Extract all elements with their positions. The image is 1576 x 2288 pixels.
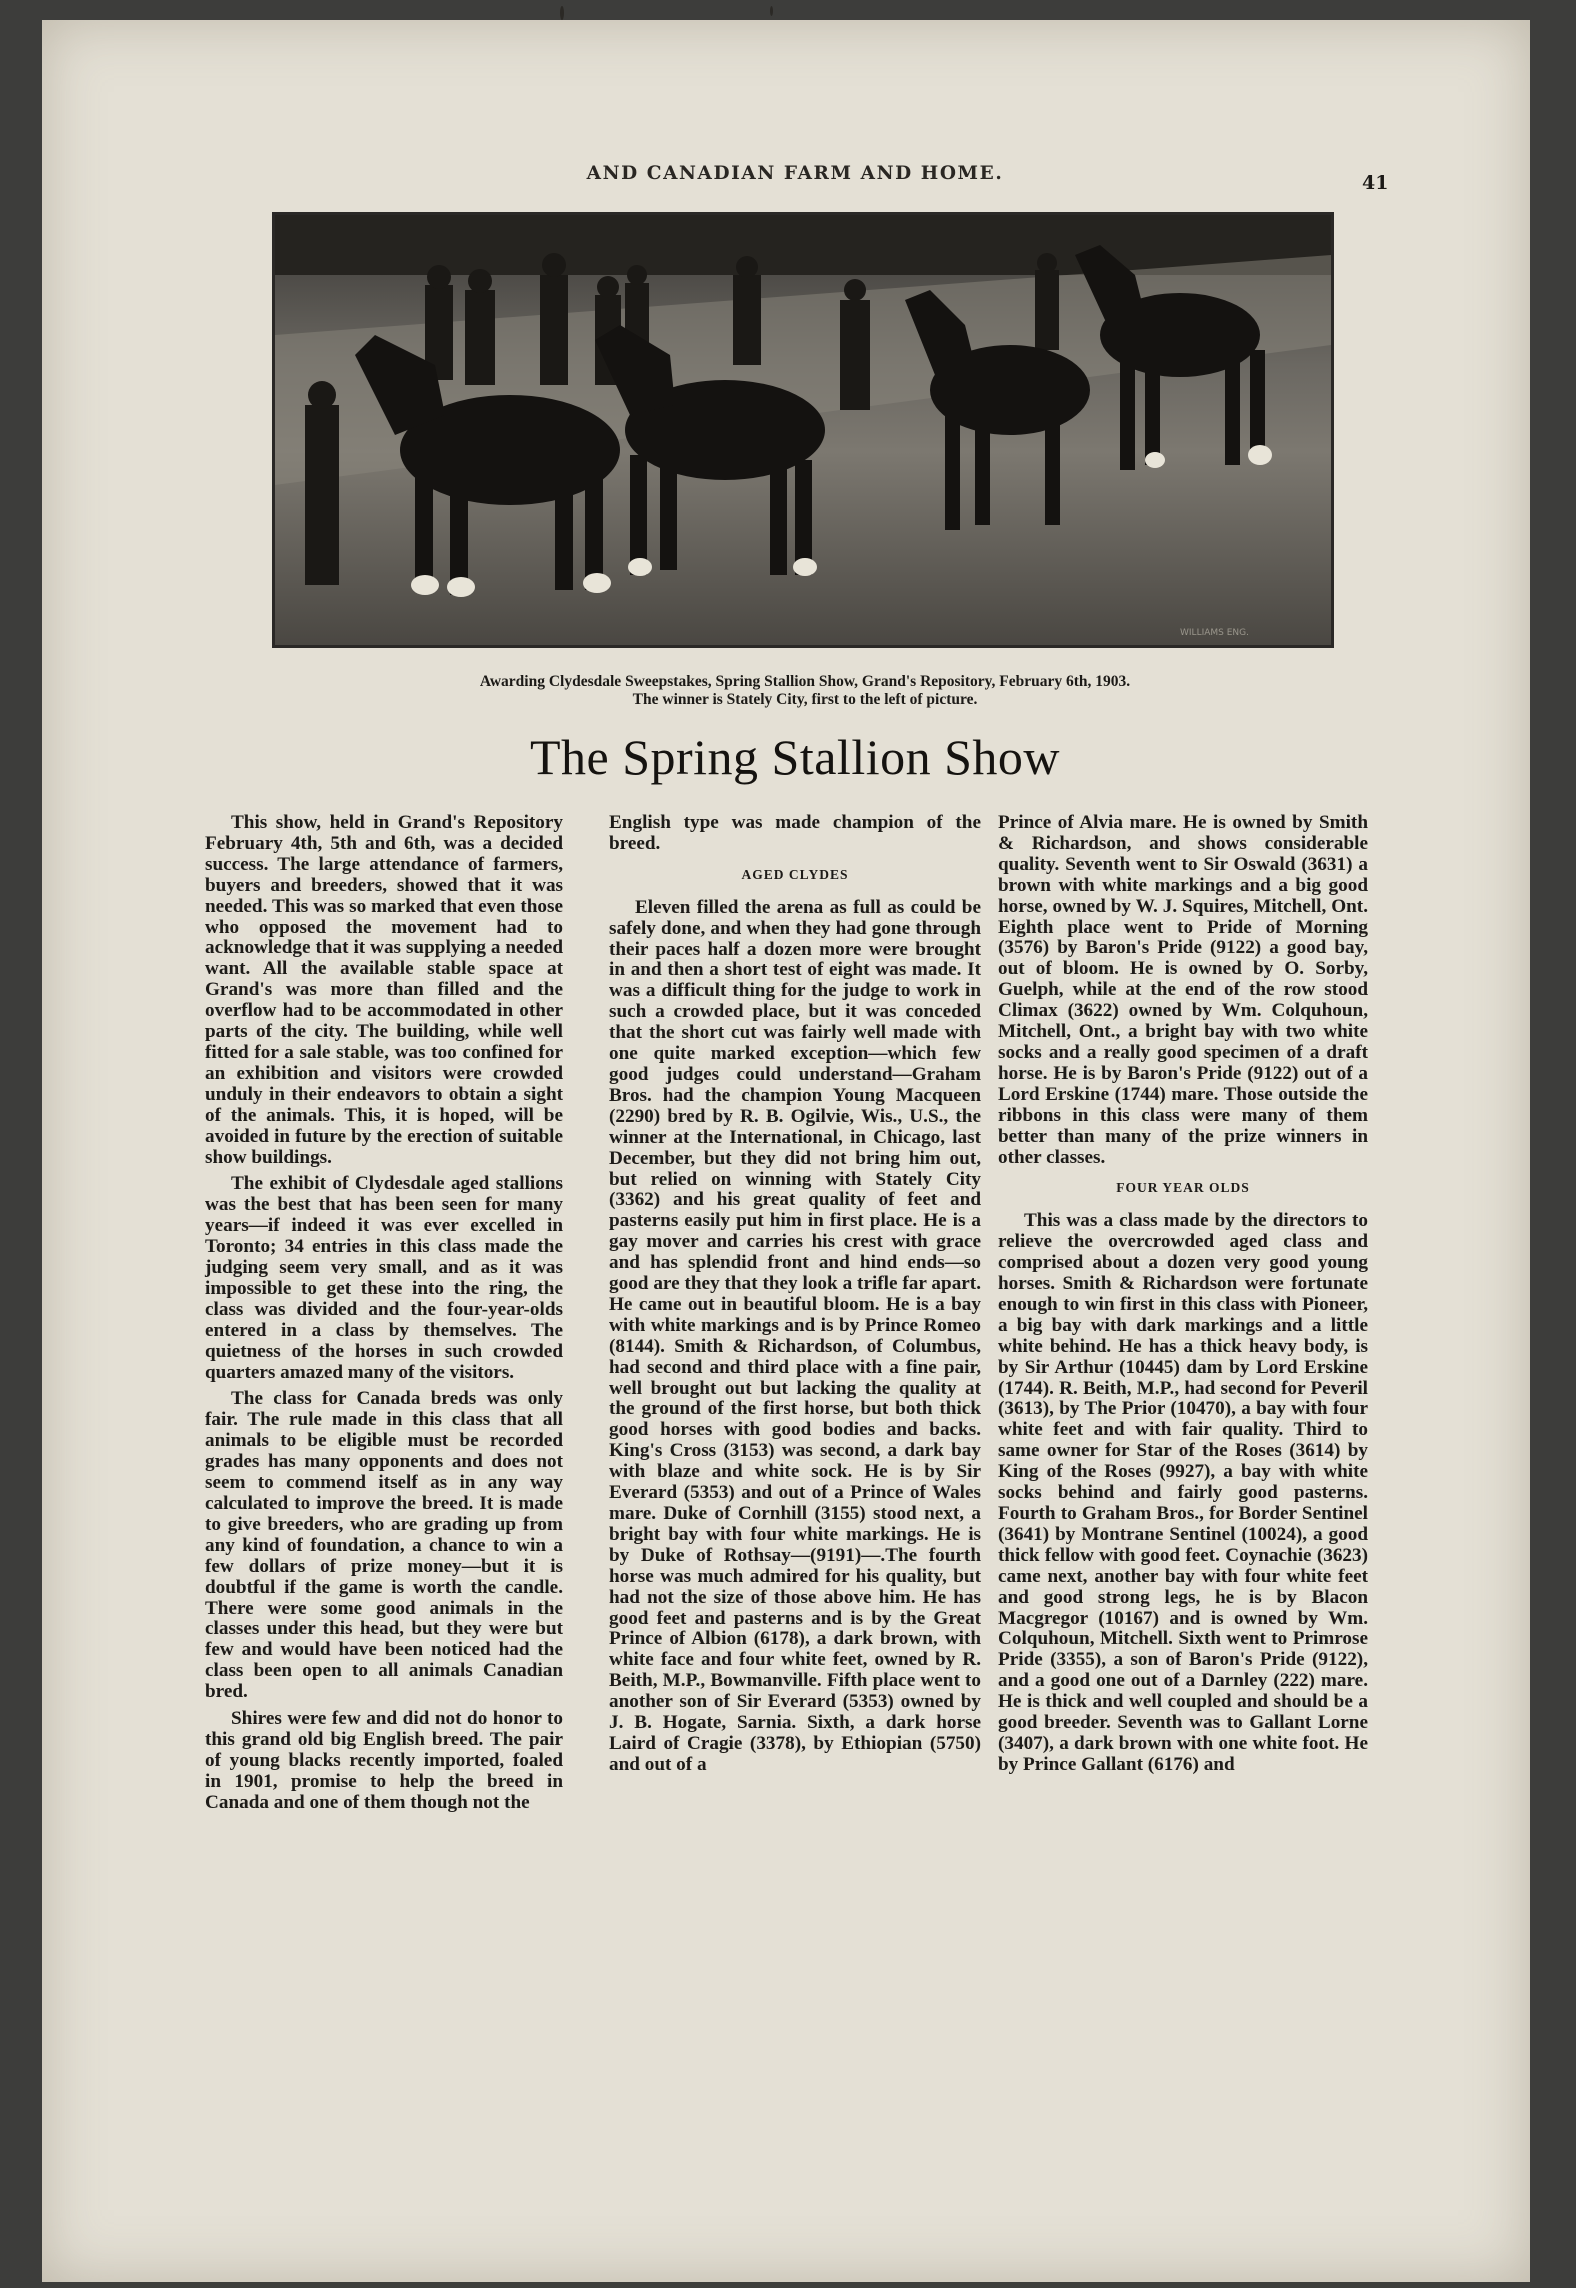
paragraph: The exhibit of Clydesdale aged stallions was the best that has been seen for many years—if indeed it was ever excelled in Toronto; 34 entries in this class made the judging seem very small, and as it was impossible to get these into the ring, the class was divided and the four-year-olds entered in a class by themselves. The quietness of the horses in such crowded quarters amazed many of the visitors. xyxy=(205,1173,563,1383)
paragraph: The class for Canada breds was only fair. The rule made in this class that all animals to be eligible must be recorded grades has many opponents and does not seem to commend itself as in any way calculated to improve the breed. It is made to give breeders, who are grading up from any kind of foundation, a chance to win a few dollars of prize money—but it is doubtful if the game is worth the candle. There were some good animals in the classes under this head, but they were but few and would have been noticed had the class been open to all animals Canadian bred. xyxy=(205,1388,563,1703)
column-3 xyxy=(998,813,1368,1776)
scan-speck xyxy=(770,6,773,16)
photo-illustration xyxy=(275,215,1331,645)
running-header: AND CANADIAN FARM AND HOME. xyxy=(586,163,1004,184)
scan-speck xyxy=(560,6,564,20)
column-2 xyxy=(609,813,981,1776)
paragraph: Prince of Alvia mare. He is owned by Smith & Richardson, and shows considerable quality. Seventh went to Sir Oswald (3631) a brown with white markings and a big good horse, owned by W. J. Squires, Mitchell, Ont. Eighth place went to Pride of Morning (3576) by Baron's Pride (9122) a good bay, out of bloom. He is owned by O. Sorby, Guelph, while at the end of the row stood Climax (3622) owned by Wm. Colquhoun, Mitchell, Ont., a bright bay with two white socks and a really good specimen of a draft horse. He is by Baron's Pride (9122) out of a Lord Erskine (1744) mare. Those outside the ribbons in this class were many of them better than many of the prize winners in other classes. xyxy=(998,812,1368,1168)
photo-engraver-credit: WILLIAMS ENG. xyxy=(1180,628,1249,638)
section-heading-aged-clydes: AGED CLYDES xyxy=(741,866,849,882)
paragraph: This was a class made by the directors to relieve the overcrowded aged class and comprised about a dozen very good young horses. Smith & Richardson were fortunate enough to win first in this class with Pioneer, a big bay with dark markings and a little white behind. He has a thick heavy body, is by Sir Arthur (10445) dam by Lord Erskine (1744). R. Beith, M.P., had second for Peveril (3613), by The Prior (10470), a bay with four white feet and with fair quality. Third to same owner for Star of the Roses (3614) by King of the Roses (9927), a bay with white socks behind and fairly good pasterns. Fourth to Graham Bros., for Border Sentinel (3641) by Montrane Sentinel (10024), a good thick fellow with good feet. Coynachie (3623) came next, another bay with four white feet and good strong legs, he is by Blacon Macgregor (10167) and is owned by Wm. Colquhoun, Mitchell. Sixth went to Primrose Pride (3355), a son of Baron's Pride (9122), and a good one out of a Darnley (222) mare. He is thick and well coupled and should be a good breeder. Seventh was to Gallant Lorne (3407), a dark brown with one white foot. He by Prince Gallant (6176) and xyxy=(998,1210,1368,1775)
paragraph: Shires were few and did not do honor to this grand old big English breed. The pair of young blacks recently imported, foaled in 1901, promise to help the breed in Canada and one of them though not the xyxy=(205,1708,563,1813)
paragraph: This show, held in Grand's Repository February 4th, 5th and 6th, was a decided success. The large attendance of farmers, buyers and breeders, showed that it was needed. This was so marked that even those who opposed the movement had to acknowledge that it was supplying a needed want. All the available stable space at Grand's was more than filled and the overflow had to be accommodated in other parts of the city. The building, while well fitted for a sale stable, was too confined for an exhibition and visitors were crowded unduly in their endeavors to obtain a sight of the animals. This, it is hoped, will be avoided in future by the erection of suitable show buildings. xyxy=(205,812,563,1168)
photo-caption xyxy=(300,673,1310,709)
paragraph: Eleven filled the arena as full as could be safely done, and when they had gone through their paces half a dozen more were brought in and then a short test of eight was made. It was a difficult thing for the judge to work in such a crowded place, but it was conceded that the short cut was fairly well made with one quite marked exception—which few good judges could understand—Graham Bros. had the champion Young Macqueen (2290) bred by R. B. Ogilvie, Wis., U.S., the winner at the International, in Chicago, last December, but they did not bring him out, but relied on winning with Stately City (3362) and his great quality of feet and pasterns easily put him in first place. He is a gay mover and carries his crest with grace and has splendid front and hind ends—so good are they that they look a trifle far apart. He came out in beautiful bloom. He is a bay with white markings and is by Prince Romeo (8144). Smith & Richardson, of Columbus, had second and third place with a fine pair, well brought out but lacking the quality at the ground of the first horse, but both thick good horses with good bodies and backs. King's Cross (3153) was second, a dark bay with blaze and white sock. He is by Sir Everard (5353) and out of a Prince of Wales mare. Duke of Cornhill (3155) stood next, a bright bay with four white markings. He is by Duke of Rothsay—(9191)—.The fourth horse was much admired for his quality, but had not the size of those above him. He has good feet and pasterns and is by the Great Prince of Albion (6178), a dark brown, with white face and four white feet, owned by R. Beith, M.P., Bowmanville. Fifth place went to another son of Sir Everard (5353) owned by J. B. Hogate, Sarnia. Sixth, a dark horse Laird of Cragie (3378), by Ethiopian (5750) and out of a xyxy=(609,896,981,1775)
section-heading-four-year-olds: FOUR YEAR OLDS xyxy=(1116,1180,1250,1196)
paragraph: English type was made champion of the breed. xyxy=(609,812,981,854)
article-title: The Spring Stallion Show xyxy=(529,729,1061,785)
column-1 xyxy=(205,813,563,1814)
horse-show-photograph xyxy=(272,212,1334,648)
caption-line-2: The winner is Stately City, first to the left of picture. xyxy=(632,691,978,708)
page-number: 41 xyxy=(1362,172,1389,194)
caption-line-1: Awarding Clydesdale Sweepstakes, Spring Stallion Show, Grand's Repository, February 6th, 1903. xyxy=(479,673,1131,690)
